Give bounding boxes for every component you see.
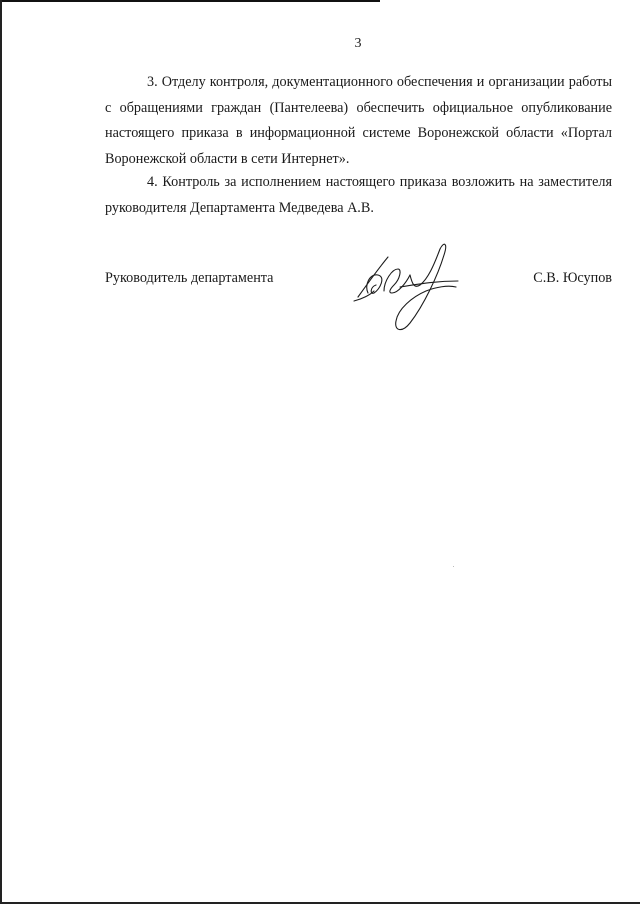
scan-edge-left xyxy=(0,0,2,904)
paragraph-3: 3. Отделу контроля, документационного обеспечения и организации работы с обращениями граждан (Пантелеева) обеспечить официальное опубликование настоящего приказа в информационной системе Воронежской области «Портал Воронежской области в сети Интернет». xyxy=(105,74,612,167)
scan-edge-top xyxy=(0,0,380,2)
scan-speck xyxy=(453,566,454,567)
paragraph-3-block xyxy=(105,70,612,172)
page-number: 3 xyxy=(354,36,362,51)
signature-position: Руководитель департамента xyxy=(105,270,274,286)
signature-name: С.В. Юсупов xyxy=(533,270,612,286)
paragraph-4-block xyxy=(105,170,612,221)
paragraph-4: 4. Контроль за исполнением настоящего приказа возложить на заместителя руководителя Департамента Медведева А.В. xyxy=(105,174,612,216)
handwritten-signature xyxy=(340,235,470,335)
